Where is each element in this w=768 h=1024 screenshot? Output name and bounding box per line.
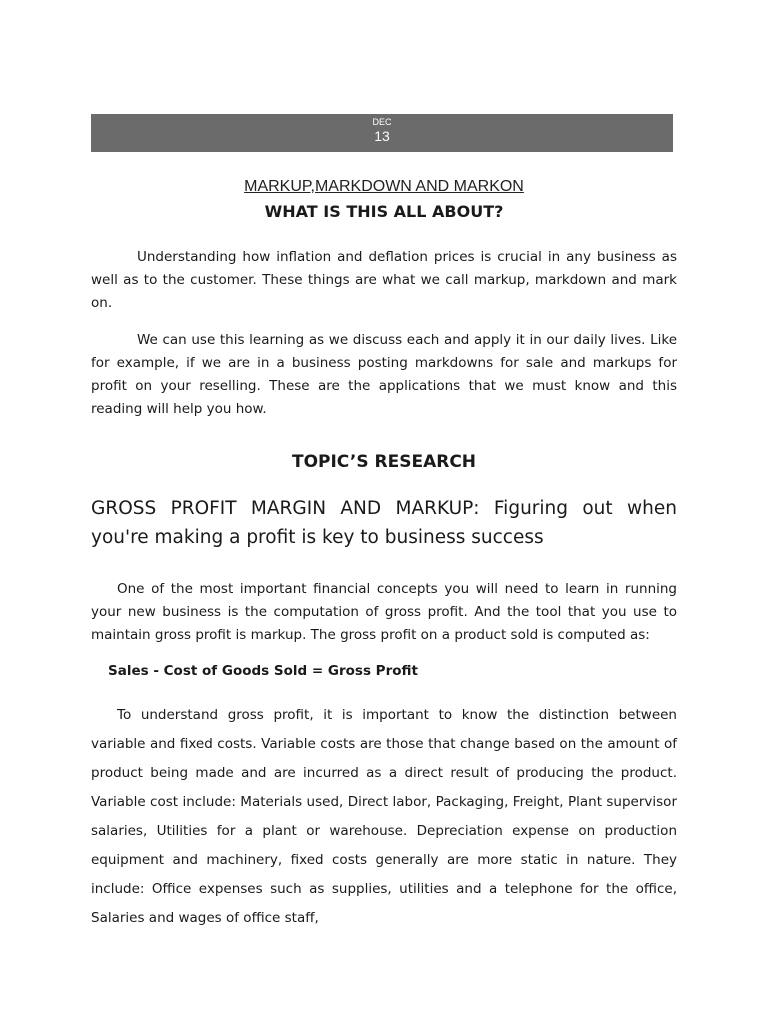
intro-paragraph-1: Understanding how inflation and deflation prices is crucial in any business as well as to the customer. These things are what we call markup, markdown and mark on.: [91, 249, 677, 311]
gross-profit-heading: GROSS PROFIT MARGIN AND MARKUP: Figuring out when you're making a profit is key to business success: [91, 498, 677, 548]
date-day: 13: [374, 128, 390, 144]
intro-paragraph-2: We can use this learning as we discuss each and apply it in our daily lives. Like for example, if we are in a business posting markdowns for sale and markups for profit on your reselling. These are the applications that we must know and this reading will help you how.: [91, 332, 677, 417]
body-paragraph-1: One of the most important financial concepts you will need to learn in running your new business is the computation of gross profit. And the tool that you use to maintain gross profit is markup. The gross profit on a product sold is computed as:: [91, 581, 677, 643]
date-month: DEC: [372, 117, 392, 127]
date-banner: [91, 114, 673, 152]
document-subtitle: WHAT IS THIS ALL ABOUT?: [264, 202, 504, 221]
section-heading: TOPIC’S RESEARCH: [291, 452, 477, 472]
gross-profit-formula: Sales - Cost of Goods Sold = Gross Profit: [108, 663, 418, 679]
document-title: MARKUP,MARKDOWN AND MARKON: [244, 178, 524, 195]
body-paragraph-2: To understand gross profit, it is important to know the distinction between variable and fixed costs. Variable costs are those that change based on the amount of product being made and are incurred as a direct result of producing the product. Variable cost include: Materials used, Direct labor, Packaging, Freight, Plant supervisor salaries, Utilities for a plant or warehouse. Depreciation expense on production equipment and machinery, fixed costs generally are more static in nature. They include: Office expenses such as supplies, utilities and a telephone for the office, Salaries and wages of office staff,: [91, 707, 677, 926]
